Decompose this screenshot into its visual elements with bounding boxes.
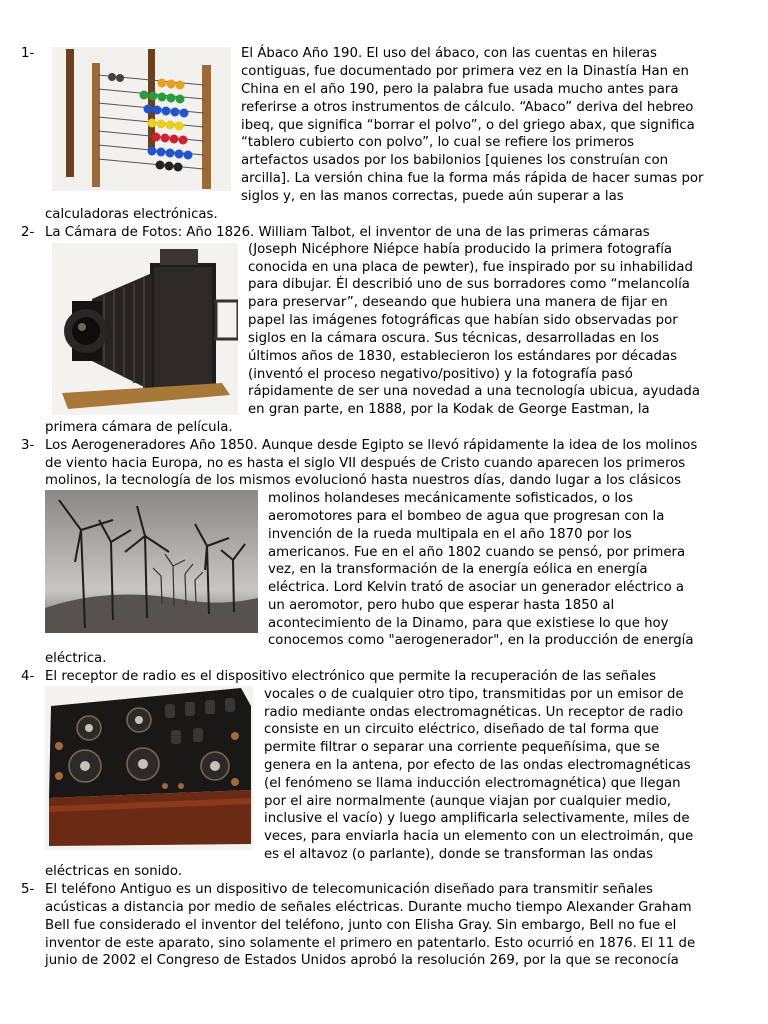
item-1-line-4: referirse a otros instrumentos de cálculo. “Abaco” deriva del hebreo — [241, 100, 694, 115]
item-4-line-4: consiste en un circuito eléctrico, diseñado de tal forma que — [264, 722, 659, 737]
item-2-line-9: (inventó el proceso negativo/positivo) y la fotografía pasó — [248, 367, 633, 382]
item-4-line-2: vocales o de cualquier otro tipo, transmitidas por un emisor de — [264, 687, 684, 702]
item-4-line-6: genera en la antena, por efecto de las ondas electromagnéticas — [264, 758, 691, 773]
item-2-line-12: primera cámara de película. — [45, 420, 233, 435]
item-1-line-8: arcilla]. La versión china fue la forma más rápida de hacer sumas por — [241, 171, 704, 186]
item-2-line-1: La Cámara de Fotos: Año 1826. William Talbot, el inventor de una de las primeras cámaras — [45, 225, 650, 240]
item-3-line-7: americanos. Fue en el año 1802 cuando se pensó, por primera — [268, 545, 686, 560]
item-5-line-2: acústicas a distancia por medio de señales eléctricas. Durante mucho tiempo Alexander Graham — [45, 900, 692, 915]
item-5-line-5: junio de 2002 el Congreso de Estados Unidos aprobó la resolución 269, por la que se reconocía — [45, 953, 679, 968]
item-3-line-9: eléctrica. Lord Kelvin trató de asociar un generador eléctrico a — [268, 580, 685, 595]
item-1-line-2: contiguas, fue documentado por primera vez en la Dinastía Han en — [241, 64, 689, 79]
item-2-line-5: para preservar”, deseando que hubiera una manera de fijar en — [248, 295, 668, 310]
item-4-line-5: permite filtrar o separar una corriente pequeñísima, que se — [264, 740, 660, 755]
item-1-line-7: artefactos usados por los babilonios [quienes los construían con — [241, 153, 669, 168]
item-2-line-11: en gran parte, en 1888, por la Kodak de George Eastman, la — [248, 402, 650, 417]
item-4-line-12: eléctricas en sonido. — [45, 864, 182, 879]
item-2-line-7: siglos en la cámara oscura. Sus técnicas, desarrolladas en los — [248, 331, 660, 346]
item-4-line-9: inclusive el vacío) y luego amplificarla selectivamente, miles de — [264, 811, 690, 826]
item-3-line-5: aeromotores para el bombeo de agua que progresan con la — [268, 509, 665, 524]
camera-image — [52, 243, 238, 415]
item-1-line-6: “tablero cubierto con polvo”, lo cual se refiere los primeros — [241, 135, 635, 150]
item-4-line-10: veces, para enviarla hacia un elemento con un electroimán, que — [264, 829, 694, 844]
item-3-line-1: Los Aerogeneradores Año 1850. Aunque desde Egipto se llevó rápidamente la idea de los molinos — [45, 438, 698, 453]
item-number-4: 4- — [21, 669, 35, 684]
item-4-line-11: es el altavoz (o parlante), donde se transforman las ondas — [264, 847, 654, 862]
item-number-1: 1- — [21, 46, 35, 61]
item-number-2: 2- — [21, 225, 35, 240]
item-3-line-2: de viento hacia Europa, no es hasta el siglo VII después de Cristo cuando aparecen los primeros — [45, 456, 686, 471]
item-4-line-8: por el aire normalmente (aunque viajan por cualquier medio, — [264, 794, 672, 809]
item-number-3: 3- — [21, 438, 35, 453]
item-4-line-1: El receptor de radio es el dispositivo electrónico que permite la recuperación de las señales — [45, 669, 657, 684]
item-2-line-10: rápidamente de ser una novedad a una tecnología ubicua, ayudada — [248, 384, 701, 399]
item-number-5: 5- — [21, 882, 35, 897]
item-3-line-10: un aeromotor, pero hubo que esperar hasta 1850 al — [268, 598, 615, 613]
item-3-line-6: invención de la rueda multipala en el año 1870 por los — [268, 527, 632, 542]
item-1-line-10: calculadoras electrónicas. — [45, 207, 218, 222]
wind-turbines-image — [45, 490, 258, 633]
item-2-line-6: papel las imágenes fotográficas que habían sido observadas por — [248, 313, 678, 328]
item-4-line-3: radio mediante ondas electromagnéticas. Un receptor de radio — [264, 705, 684, 720]
item-2-line-4: para dibujar. Él describió uno de sus borradores como “melancolía — [248, 277, 690, 292]
item-1-line-5: ibeq, que significa “borrar el polvo”, o del griego abax, que significa — [241, 118, 695, 133]
item-3-line-12: conocemos como "aerogenerador", en la producción de energía — [268, 633, 694, 648]
item-2-line-2: (Joseph Nicéphore Niépce había producido la primera fotografía — [248, 242, 673, 257]
item-3-line-3: molinos, la tecnología de los mismos evolucionó hasta nuestros días, dando lugar a los clásicos — [45, 473, 682, 488]
item-1-line-9: siglos y, en las manos correctas, puede aún superar a las — [241, 189, 624, 204]
item-3-line-11: acontecimiento de la Dinamo, para que existiese lo que hoy — [268, 616, 669, 631]
item-2-line-3: conocida en una placa de pewter), fue inspirado por su inhabilidad — [248, 260, 693, 275]
abacus-image — [52, 47, 231, 191]
item-5-line-4: inventor de este aparato, sino solamente el primero en patentarlo. Esto ocurrió en 1876. El 11 de — [45, 936, 696, 951]
item-2-line-8: últimos años de 1830, establecieron los estándares por décadas — [248, 349, 678, 364]
item-4-line-7: (el fenómeno se llama inducción electromagnética) que llegan — [264, 776, 681, 791]
item-3-line-8: vez, en la transformación de la energía eólica en energía — [268, 562, 648, 577]
item-3-line-13: eléctrica. — [45, 651, 107, 666]
item-3-line-4: molinos holandeses mecánicamente sofisticados, o los — [268, 491, 634, 506]
item-1-line-3: China en el año 190, pero la palabra fue usada mucho antes para — [241, 82, 679, 97]
item-5-line-1: El teléfono Antiguo es un dispositivo de telecomunicación diseñado para transmitir señales — [45, 882, 653, 897]
item-5-line-3: Bell fue considerado el inventor del teléfono, junto con Elisha Gray. Sin embargo, Bell no fue el — [45, 918, 677, 933]
radio-receiver-image — [45, 686, 253, 850]
item-1-line-1: El Ábaco Año 190. El uso del ábaco, con las cuentas en hileras — [241, 46, 657, 61]
